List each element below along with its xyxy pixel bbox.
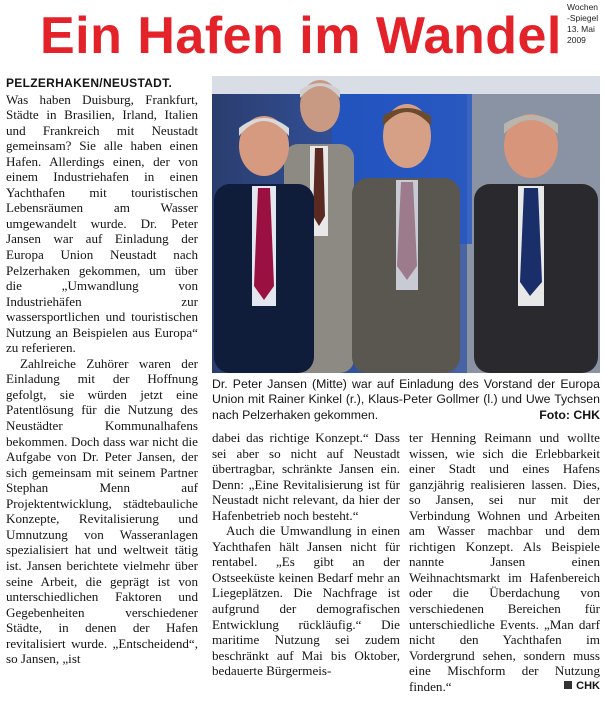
dateline: PELZERHAKEN/NEUSTADT. [6, 76, 173, 90]
paragraph-text: ter Henning Reimann und wollte wissen, wie sich die Erlebbarkeit einer Stadt und eines Hafens ganzjährig realisieren lassen. Dies, so Jansen, sei nur mit der Verbindung Wohnen und Arbeiten am Wasser machbar und dem richtigen Konzept. Als Beispiele nannte Jansen einen Weihnachtsmarkt im Hafenbereich oder die Überdachung von verschiedenen Bereichen für unterschiedliche Events. „Man darf nicht den Yachthafen im Vordergrund sehen, sondern muss eine Mischform der Nutzung finden.“ [409, 430, 600, 694]
source-line: -Spiegel [567, 13, 599, 23]
group-photo-image [212, 76, 600, 373]
source-line: 13. Mai [567, 24, 595, 34]
source-label [567, 2, 603, 46]
article-headline: Ein Hafen im Wandel [40, 7, 562, 65]
photo-caption [212, 377, 600, 423]
paragraph [409, 430, 600, 694]
author-signature: CHK [564, 679, 600, 695]
text-column-1 [6, 76, 198, 667]
caption-text: Dr. Peter Jansen (Mitte) war auf Einladung des Vorstand der Europa Union mit Rainer Kinkel (r.), Klaus-Peter Gollmer (l.) und Uwe Tychsen nach Pelzerhaken gekommen. [212, 377, 600, 422]
text-column-2 [212, 430, 400, 679]
photo-credit: Foto: CHK [539, 407, 600, 422]
paragraph: Auch die Umwandlung in einen Yachthafen hält Jansen nicht für rentabel. „Es gibt an der Ostseeküste keinen Bedarf mehr an Liegeplätzen. Die Nachfrage ist aufgrund der demografischen Entwicklung rückläufig.“ Die maritime Nutzung sei zudem beschränkt auf Mai bis Oktober, bedauerte Bürgermeis- [212, 523, 400, 679]
text-column-3 [409, 430, 600, 694]
paragraph: dabei das richtige Konzept.“ Dass sei aber so nicht auf Neustadt übertragbar, schränkte Jansen ein. Denn: „Eine Revitalisierung ist für Neustadt nicht relevant, da hier der Hafenbetrieb noch besteht.“ [212, 430, 400, 523]
paragraph: Zahlreiche Zuhörer waren der Einladung mit der Hoffnung gefolgt, sie würden jetzt eine Patentlösung für die Nutzung des Neustädter Kommunalhafens bekommen. Doch dass war nicht die Aufgabe von Dr. Peter Jansen, der sich gemeinsam mit seinem Partner Stephan Menn auf Projektentwicklung, städtebauliche Konzepte, Revitalisierung und Umnutzung von Wasseranlagen spezialisiert hat und weltweit tätig ist. Jansen berichtete vielmehr über seine Arbeit, die geprägt ist von unterschiedlichen Faktoren und Gegebenheiten verschiedener Städte, in denen der Hafen revitalisiert wurde. „Entscheidend“, so Jansen, „ist [6, 355, 198, 667]
paragraph: Was haben Duisburg, Frankfurt, Städte in Brasilien, Irland, Italien und Frankreich mit Neustadt gemeinsam? Sie alle haben einen Hafen. Allerdings einen, der von einem Industriehafen in einen Yachthafen mit touristischen Lebensräumen am Wasser umgewandelt wurde. Dr. Peter Jansen war auf Einladung der Europa Union Neustadt nach Pelzerhaken gekommen, um über die „Umwandlung von Industriehäfen zur wassersportlichen und touristischen Nutzung an Beispielen aus Europa“ zu referieren. [6, 91, 198, 356]
source-line: 2009 [567, 35, 586, 45]
source-line: Wochen [567, 2, 599, 12]
group-photo [212, 76, 600, 373]
